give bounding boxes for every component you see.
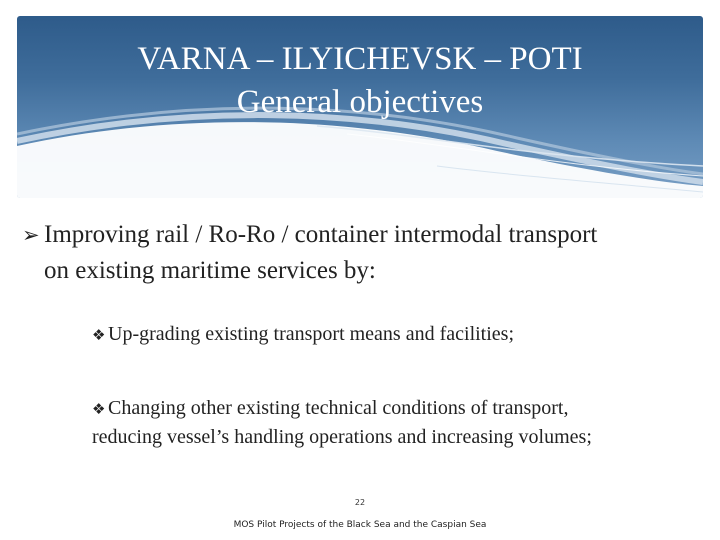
footer-caption: MOS Pilot Projects of the Black Sea and the Caspian Sea — [233, 520, 487, 530]
main-bullet-text-line1: Improving rail / Ro-Ro / container intermodal transport — [44, 221, 598, 248]
main-bullet — [22, 217, 712, 289]
slide-title: VARNA – ILYICHEVSK – POTI — [137, 41, 583, 77]
sub-bullet-item — [92, 320, 712, 349]
sub-bullet-text-continued: reducing vessel’s handling operations and increasing volumes; — [92, 426, 592, 448]
slide-subtitle: General objectives — [236, 84, 484, 120]
diamond-bullet-icon: ❖ — [92, 400, 106, 418]
arrow-bullet-icon: ➢ — [22, 223, 40, 247]
diamond-bullet-icon: ❖ — [92, 326, 106, 344]
sub-bullet-text: Up-grading existing transport means and facilities; — [108, 323, 515, 345]
sub-bullet-item — [92, 394, 712, 451]
sub-bullet-text: Changing other existing technical conditions of transport, — [108, 397, 569, 419]
page-number: 22 — [354, 498, 366, 507]
main-bullet-text-line2: on existing maritime services by: — [44, 257, 376, 284]
